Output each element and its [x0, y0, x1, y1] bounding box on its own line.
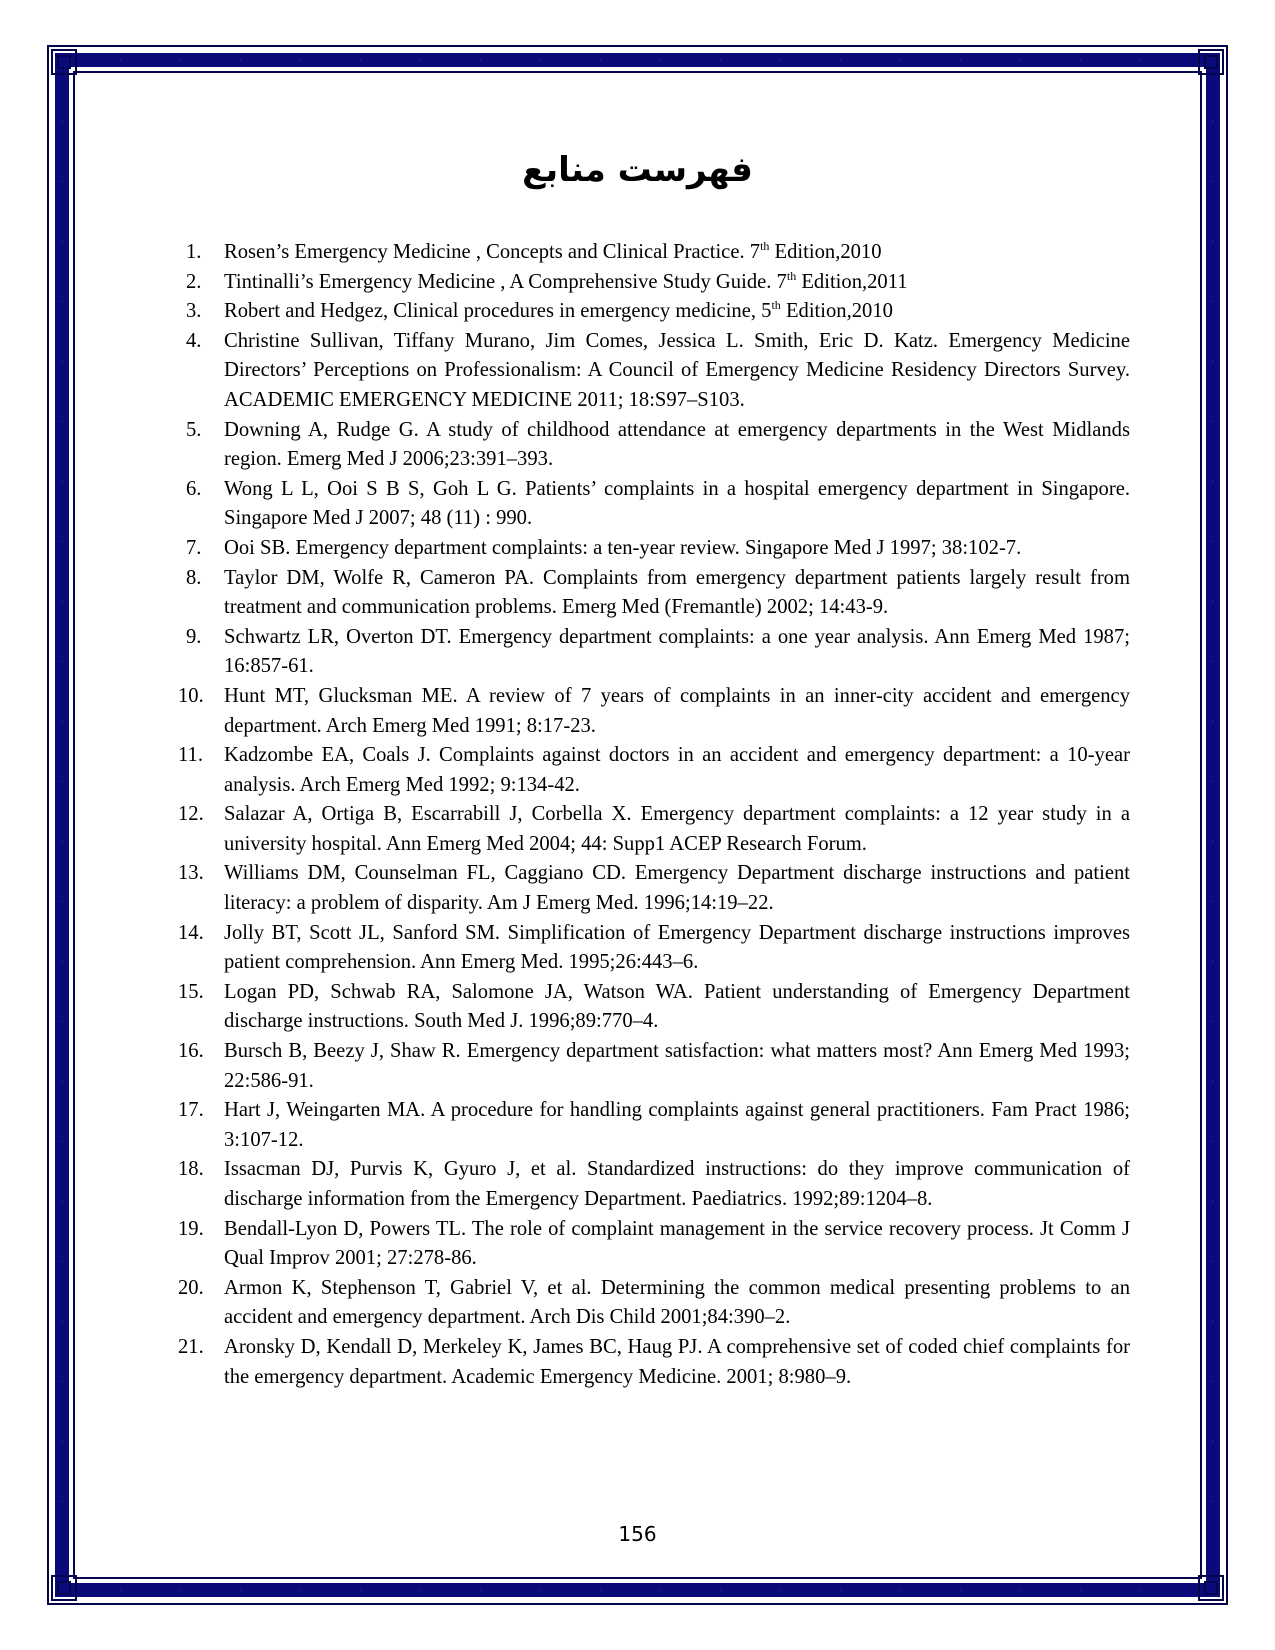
reference-number: 9. — [186, 625, 202, 648]
reference-number: 16. — [178, 1040, 204, 1063]
reference-text: Taylor DM, Wolfe R, Cameron PA. Complaints from emergency department patients largely result from treatment and communication problems. Emerg Med (Fremantle) 2002; 14:43-9. — [224, 566, 1130, 619]
reference-number: 8. — [186, 566, 202, 589]
reference-list — [172, 238, 1130, 1392]
reference-edition: Edition,2011 — [796, 270, 908, 293]
reference-item — [172, 800, 1130, 859]
reference-item — [172, 1155, 1130, 1214]
reference-number: 6. — [186, 477, 202, 500]
reference-text: Hunt MT, Glucksman ME. A review of 7 years of complaints in an inner-city accident and emergency department. Arch Emerg Med 1991; 8:17-23. — [224, 684, 1130, 737]
reference-number: 3. — [186, 300, 202, 323]
reference-number: 11. — [178, 744, 203, 767]
reference-item — [172, 682, 1130, 741]
reference-item — [172, 1274, 1130, 1333]
reference-superscript: th — [760, 239, 770, 253]
reference-item — [172, 475, 1130, 534]
reference-number: 18. — [178, 1158, 204, 1181]
reference-text: Logan PD, Schwab RA, Salomone JA, Watson WA. Patient understanding of Emergency Department discharge instructions. South Med J. 1996;89:770–4. — [224, 980, 1130, 1033]
reference-item — [172, 327, 1130, 416]
reference-text: Kadzombe EA, Coals J. Complaints against doctors in an accident and emergency department: a 10-year analysis. Arch Emerg Med 1992; 9:134-42. — [224, 744, 1130, 796]
reference-number: 10. — [178, 684, 204, 707]
reference-number: 1. — [186, 241, 202, 263]
reference-text: Wong L L, Ooi S B S, Goh L G. Patients’ complaints in a hospital emergency department in Singapore. Singapore Med J 2007; 48 (11) : 990. — [224, 477, 1130, 530]
reference-number: 7. — [186, 536, 202, 559]
reference-item — [172, 268, 1130, 298]
reference-number: 5. — [186, 418, 202, 441]
reference-number: 21. — [178, 1335, 204, 1358]
reference-item — [172, 1096, 1130, 1155]
reference-edition: Edition,2010 — [780, 300, 893, 323]
reference-text: Bendall-Lyon D, Powers TL. The role of complaint management in the service recovery process. Jt Comm J Qual Improv 2001; 27:278-86. — [224, 1217, 1130, 1270]
reference-item — [172, 978, 1130, 1037]
reference-text: Armon K, Stephenson T, Gabriel V, et al. Determining the common medical presenting problems to an accident and emergency department. Arch Dis Child 2001;84:390–2. — [224, 1276, 1130, 1329]
reference-number: 14. — [178, 921, 204, 944]
reference-text: Tintinalli’s Emergency Medicine , A Comprehensive Study Guide. 7 — [224, 270, 787, 293]
reference-number: 13. — [178, 862, 204, 885]
reference-edition: Edition,2010 — [769, 241, 882, 263]
reference-number: 15. — [178, 980, 204, 1003]
reference-text: Robert and Hedgez, Clinical procedures in emergency medicine, 5 — [224, 300, 772, 323]
reference-superscript: th — [771, 298, 781, 313]
reference-item — [172, 416, 1130, 475]
reference-text: Williams DM, Counselman FL, Caggiano CD. Emergency Department discharge instructions and patient literacy: a problem of disparity. Am J Emerg Med. 1996;14:19–22. — [224, 862, 1130, 915]
reference-item — [172, 238, 1130, 268]
reference-text: Rosen’s Emergency Medicine , Concepts and Clinical Practice. 7 — [224, 241, 761, 263]
reference-number: 20. — [178, 1276, 204, 1299]
reference-number: 2. — [186, 270, 202, 293]
reference-number: 17. — [178, 1099, 204, 1122]
reference-number: 19. — [178, 1217, 204, 1240]
reference-item — [172, 623, 1130, 682]
reference-item — [172, 297, 1130, 327]
reference-text: Christine Sullivan, Tiffany Murano, Jim Comes, Jessica L. Smith, Eric D. Katz. Emergency Medicine Directors’ Perceptions on Professionalism: A Council of Emergency Medicine Residency Directors Survey. ACADEMIC EMERGENCY MEDICINE 2011; 18:S97–S103. — [224, 329, 1130, 411]
reference-text: Ooi SB. Emergency department complaints: a ten-year review. Singapore Med J 1997; 38:102-7. — [224, 536, 1022, 559]
reference-superscript: th — [786, 268, 797, 283]
reference-item — [172, 1037, 1130, 1096]
reference-item — [172, 534, 1130, 564]
reference-text: Issacman DJ, Purvis K, Gyuro J, et al. Standardized instructions: do they improve communication of discharge information from the Emergency Department. Paediatrics. 1992;89:1204–8. — [224, 1158, 1130, 1210]
reference-item — [172, 859, 1130, 918]
reference-text: Aronsky D, Kendall D, Merkeley K, James BC, Haug PJ. A comprehensive set of coded chief complaints for the emergency department. Academic Emergency Medicine. 2001; 8:980–9. — [224, 1335, 1130, 1388]
reference-item — [172, 741, 1130, 800]
page-title: فهرست منابع — [522, 150, 753, 190]
reference-text: Downing A, Rudge G. A study of childhood attendance at emergency departments in the West Midlands region. Emerg Med J 2006;23:391–393. — [224, 418, 1130, 471]
reference-item — [172, 1215, 1130, 1274]
reference-item — [172, 1333, 1130, 1392]
page-number: 156 — [618, 1522, 657, 1546]
reference-number: 12. — [178, 803, 204, 826]
reference-number: 4. — [186, 329, 202, 352]
reference-text: Salazar A, Ortiga B, Escarrabill J, Corbella X. Emergency department complaints: a 12 year study in a university hospital. Ann Emerg Med 2004; 44: Supp1 ACEP Research Forum. — [224, 803, 1130, 855]
reference-item — [172, 564, 1130, 623]
reference-text: Bursch B, Beezy J, Shaw R. Emergency department satisfaction: what matters most? Ann Emerg Med 1993; 22:586-91. — [224, 1040, 1130, 1092]
reference-text: Jolly BT, Scott JL, Sanford SM. Simplification of Emergency Department discharge instructions improves patient comprehension. Ann Emerg Med. 1995;26:443–6. — [224, 921, 1130, 974]
reference-text: Hart J, Weingarten MA. A procedure for handling complaints against general practitioners. Fam Pract 1986; 3:107-12. — [224, 1099, 1130, 1151]
reference-item — [172, 919, 1130, 978]
reference-text: Schwartz LR, Overton DT. Emergency department complaints: a one year analysis. Ann Emerg Med 1987; 16:857-61. — [224, 625, 1130, 678]
